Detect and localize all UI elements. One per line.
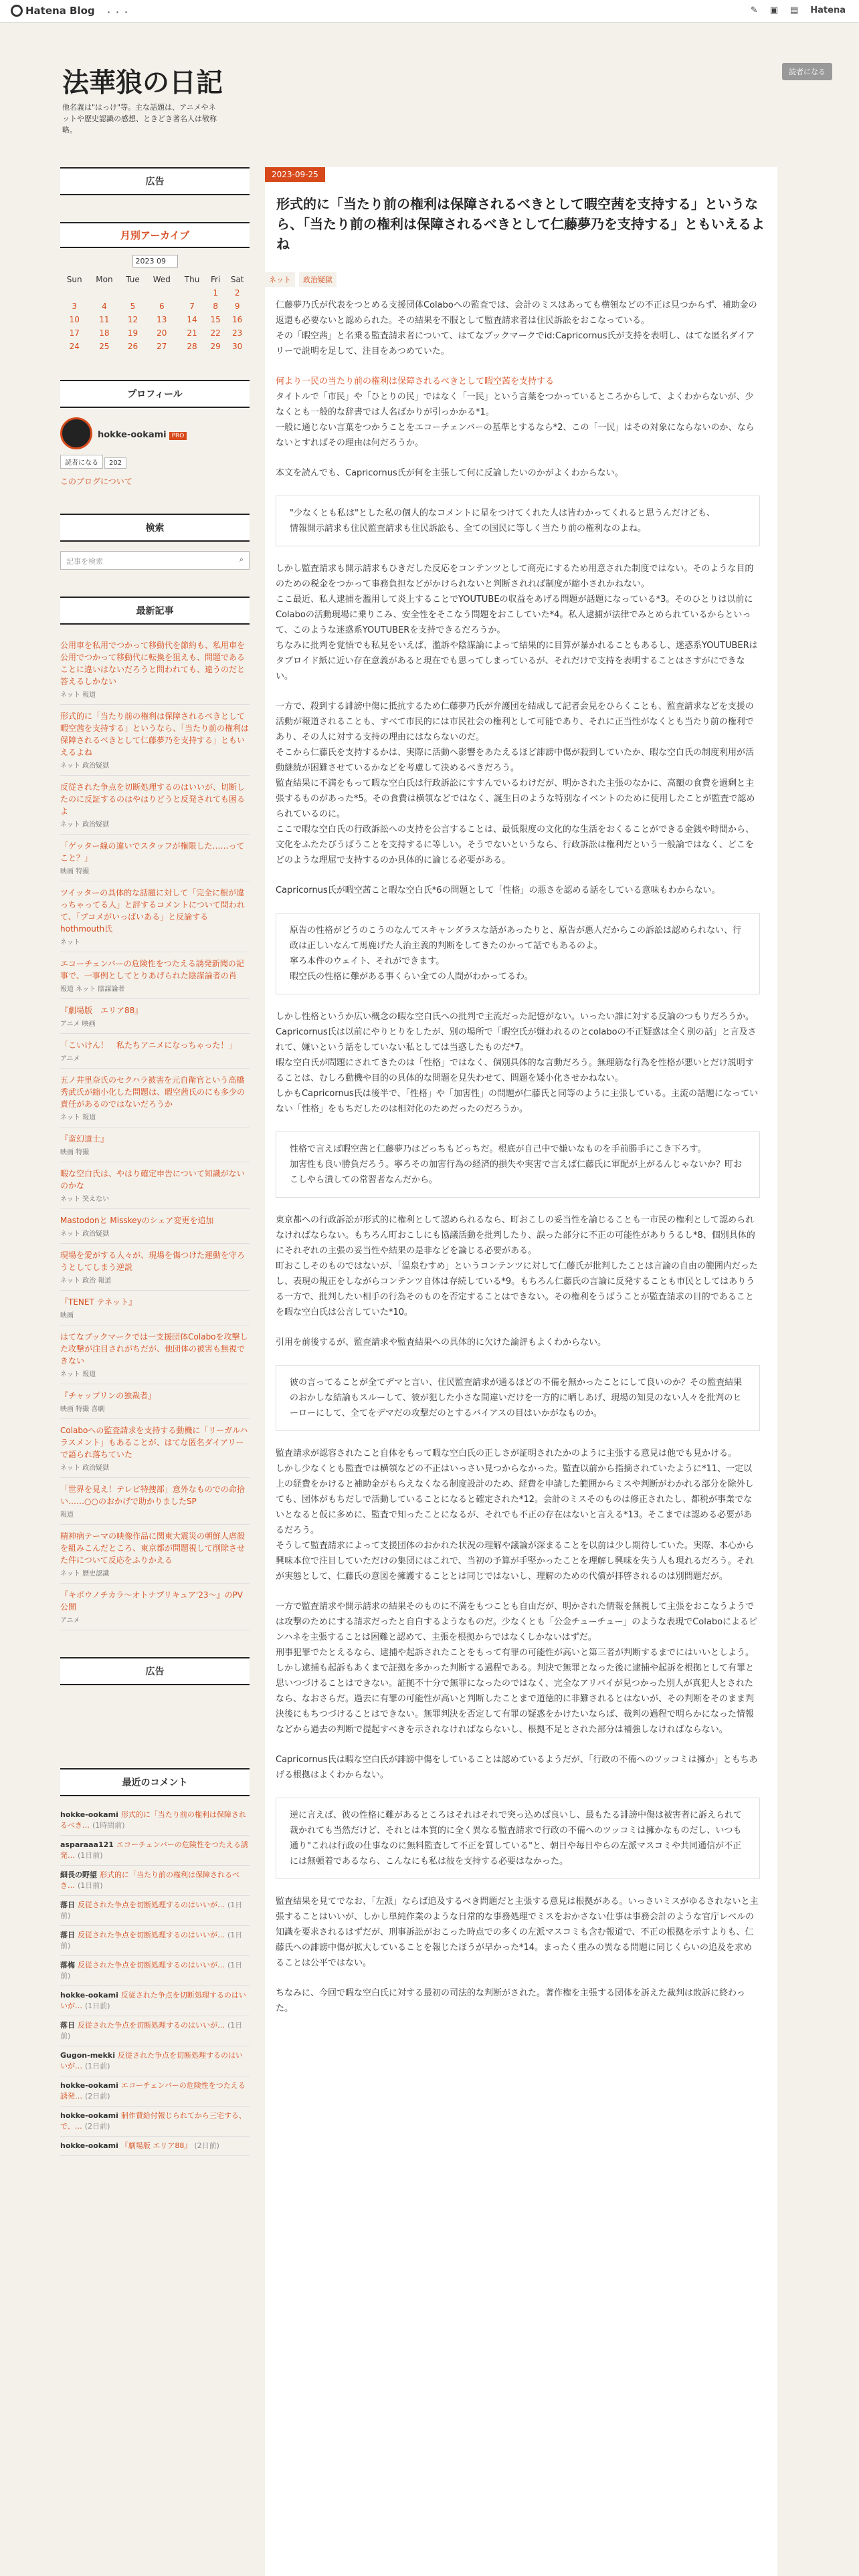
article-paragraph: しかし性格というか広い概念の暇な空白氏への批判で主流だった記憶がない。いったい誰に対する反論のつもりだろうか。 Capricornus氏は以前にやりとりをしたが、別の場所で「暇空氏が嫌われるのとcolaboの不正疑惑は全く別の話」と言及されて、嫌いという話をしていない私としては当惑したものだ*7。 暇な空白氏が問題にされてきたのは「性格」ではなく、個別具体的な言動だろう。無理筋な行為を性格が悪いとだけ説明することは、むしろ動機や目的の具体的な問題を見失わせて、問題を矮小化させかねない。 しかもCapricornus氏は後半で、「性格」や「加害性」の問題が仁藤氏と同等のように主張している。主流の話題になっていない「性格」をもちだしたのは相対化のためだったのだろうか。 <box>276 1012 758 1114</box>
article-categories <box>265 272 337 287</box>
comments-heading: 最近のコメント <box>60 1768 250 1796</box>
list-item <box>60 952 250 999</box>
recent-entry-category: アニメ <box>60 1055 80 1063</box>
global-menu[interactable]: ・・・ <box>104 8 131 18</box>
calendar-day[interactable]: 28 <box>187 342 197 351</box>
recent-entry-category: アニメ <box>60 1617 80 1624</box>
comment-item <box>60 2107 250 2137</box>
comment-item <box>60 1806 250 1836</box>
recent-entry-link[interactable]: 現場を愛がする人々が、現場を傷つけた運動を守ろうとしてしまう逆説 <box>60 1251 246 1272</box>
calendar-day[interactable]: 4 <box>102 302 107 311</box>
list-item <box>60 999 250 1034</box>
calendar-weekday: Thu <box>184 275 200 284</box>
list-item <box>60 1584 250 1630</box>
subscribe-button[interactable]: 読者になる <box>782 63 832 80</box>
article-paragraph: 一方で、殺到する誹謗中傷に抵抗するため仁藤夢乃氏が弁護団を結成して記者会見をひらくことも、監査請求などを支援の活動が報道されることも、すべて市民的には市民社会の権利として可能であり、それに正当性がなくとも当たり前の権利であり、その人に対する支持の理由にはならないのだ。 そこから仁藤氏を支持するかは、実際に活動へ影響をあたえるほど誹謗中傷が殺到していたか、暇な空白氏の制度利用が活動継続が困難させているかなどを考慮して決めるべきだろう。 監査結果に不満をもって暇な空白氏は行政訴訟にすすんでいるわけだが、明かされた主張のなかに、高額の食費を過剰と主張するものがあった*5。その食費は横領などではなく、誕生日のような特別なイベントのために使用したことが監査で認められているのに。 ここで暇な空白氏の行政訴訟への支持を公言することは、最低限度の文化的な生活をおくることができる金銭や時間から、文化をふたたびうばうことを支持するに等しい。そうでないというなら、行政訴訟は権利だという一般論ではなく、どこをどのような理屈で支持するのか具体的に論じる必要がある。 <box>276 702 755 865</box>
calendar-day[interactable]: 23 <box>232 328 243 338</box>
calendar-day[interactable]: 27 <box>157 342 167 351</box>
comment-item <box>60 1836 250 1866</box>
search-input[interactable]: 記事を検索 ⌕ <box>60 551 250 570</box>
list-item <box>60 1034 250 1069</box>
calendar-day[interactable]: 19 <box>127 328 138 338</box>
comment-user[interactable]: 落日 <box>60 1931 75 1939</box>
list-item <box>60 1384 250 1419</box>
calendar-day[interactable]: 12 <box>127 315 138 324</box>
edit-icon[interactable]: ✎ <box>750 5 758 15</box>
comment-date: (1日前) <box>60 1931 243 1950</box>
list-item <box>60 881 250 952</box>
comment-date: (2日前) <box>194 2141 219 2150</box>
article-paragraph: Capricornus氏が暇空茜こと暇な空白氏*6の問題として「性格」の悪さを認める話をしている意味もわからない。 <box>276 885 721 895</box>
avatar[interactable] <box>60 417 92 449</box>
calendar-day[interactable] <box>60 286 88 300</box>
recent-entry-category: 映画 <box>60 1312 74 1319</box>
recent-entry-category: 映画 特撮 <box>60 868 90 875</box>
article-body <box>265 298 760 2031</box>
calendar-day[interactable]: 21 <box>187 328 197 338</box>
list-item <box>60 1069 250 1128</box>
list-item <box>60 1162 250 1209</box>
category-tag[interactable]: ネット <box>265 272 295 287</box>
calendar-day[interactable]: 6 <box>159 302 165 311</box>
comment-item <box>60 2046 250 2076</box>
list-item <box>60 776 250 835</box>
comment-item <box>60 1956 250 1986</box>
blog-description: 他名義は"はっけ"等。主な話題は、アニメやネットや歴史認識の感想、ときどき著名人は敬称略。 <box>62 103 217 134</box>
comment-date: (1日前) <box>78 1851 103 1860</box>
archive-module <box>60 222 250 353</box>
recent-entry-category: ネット 政治 報道 <box>60 1277 112 1285</box>
calendar-day[interactable]: 5 <box>130 302 136 311</box>
calendar-day[interactable]: 26 <box>127 342 138 351</box>
comment-user[interactable]: 落梅 <box>60 1961 75 1969</box>
calendar-day[interactable]: 17 <box>69 328 80 338</box>
recent-entry-link[interactable]: 「ゲッター線の違いでスタッフが権限した……ってこと？」 <box>60 841 245 863</box>
blog-header <box>0 23 859 138</box>
comment-date: (1時間前) <box>92 1821 125 1830</box>
notification-icon[interactable]: ▤ <box>789 5 799 15</box>
comment-user[interactable]: hokke-ookami <box>60 1991 118 2000</box>
profile-heading: プロフィール <box>60 380 250 408</box>
calendar-weekday: Tue <box>126 275 140 284</box>
pro-badge: PRO <box>169 432 187 440</box>
recent-entry-link[interactable]: ツイッターの具体的な話題に対して「完全に根が違っちゃってる人」と評するコメントについて問われて、「ブコメがいっぱいある」と反論するhothmouth氏 <box>60 888 245 934</box>
calendar-day[interactable]: 8 <box>213 302 218 311</box>
list-item <box>60 1244 250 1291</box>
calendar-day[interactable]: 22 <box>210 328 221 338</box>
calendar-day[interactable] <box>178 286 206 300</box>
recent-entry-link[interactable]: 『蛮幻道士』 <box>60 1134 109 1144</box>
recent-entry-category: ネット 政治疑獄 <box>60 762 110 770</box>
comment-entry-link[interactable]: エコーチェンバーの危険性をつたえる誘発… <box>60 2081 246 2101</box>
comment-date: (1日前) <box>60 2021 243 2040</box>
article-quote: 彼の言ってることが全てデマと言い、住民監査請求が通るほどの不備を無かったことにして良いのか？その監査結果のおかしな結論もスルーして、彼が犯した小さな間違いだけを一方的に晒しあげ、現場の知見のない人々を批判のヒーローにして、全てをデマだの攻撃だのとするバイアスの目はいかがなものか。 <box>276 1365 760 1431</box>
article-paragraph: 監査請求が認容されたこと自体をもって暇な空白氏の正しさが証明されたかのように主張する意見は他でも見かける。 しかし少なくとも監査では横領などの不正はいっさい見つからなかった。監査以前から指摘されていたように*11、一定以上の経費をかけると補助金がもらえなくなる制度設計のため、経費を申請した範囲からミスや判断がわかれる部分を除外しても、団体がもちだしで活動していることになると確定された*12。会計のミスそのものは修正されたし、都税が事業でないとなると仮に多めに、監査で知ったことになるが、それでも不正の存在はないと言える*13。そこまでは認める必要があるだろう。 そうして監査請求によって支援団体のおかれた状況の理解や議論が深まることを以前は少し期待していた。実際、本心から興味本位で注目していただけの集団にはこれで、当初の予算が手堅かったことを理解し興味を失う人も現れるだろう。それが実態として、仁藤氏の意図を擁護することとは同じではないし、理解のための代償が拝啓されるのは別問題だが。 <box>276 1448 755 1582</box>
comment-entry-link[interactable]: 反従された争点を切断処理するのはいいが… <box>60 2051 244 2070</box>
recent-entry-category: ネット 政治疑獄 <box>60 821 110 829</box>
recent-entry-link[interactable]: 『劇場版 エリア88』 <box>60 1006 143 1015</box>
calendar-day[interactable]: 2 <box>234 288 240 298</box>
recent-entry-link[interactable]: 精神病テーマの映像作品に関東大震災の朝鮮人虐殺を組みこんだところ、東京都が問題視して削除させた件について反応をふりかえる <box>60 1531 246 1565</box>
article-paragraph: タイトルで「市民」や「ひとりの民」ではなく「一民」という言葉をつかっているところからして、よくわからないが、少なくとも一般的な辞書では人名ばかりが引っかかる*1。 一般に通じない言葉をつかうことをエコーチェンバーの基準とするなら*2、この「一民」はその対象にならないのか、ならないとすればその理由は何だろうか。 <box>276 392 755 448</box>
calendar-day[interactable]: 30 <box>232 342 243 351</box>
ad-module <box>60 167 250 195</box>
calendar-day[interactable] <box>146 286 179 300</box>
comment-entry-link[interactable]: 制作費給付報じられてから三宅する、で、… <box>60 2111 246 2131</box>
recent-entry-link[interactable]: 反従された争点を切断処理するのはいいが、切断したのに反証するのはやはりどうと反発されても困るよ <box>60 782 246 816</box>
article <box>265 167 777 2576</box>
comment-entry-link[interactable]: 形式的に「当たり前の権利は保障されるべき… <box>60 1810 246 1830</box>
list-item <box>60 1478 250 1525</box>
calendar-day[interactable]: 25 <box>99 342 110 351</box>
article-paragraph: ちなみに、今回で暇な空白氏に対する最初の司法的な判断がされた。著作権を主張する団体を訴えた裁判は敗訴に終わった。 <box>276 1988 745 2014</box>
recent-entry-link[interactable]: 形式的に「当たり前の権利は保障されるべきとして暇空茜を支持する」というなら、「当たり前の権利は保障されるべきとして仁藤夢乃を支持する」ともいえるよね <box>60 712 250 757</box>
list-item <box>60 1419 250 1478</box>
ad-module-2 <box>60 1657 250 1741</box>
comment-entry-link[interactable]: 『劇場版 エリア88』 <box>120 2141 192 2150</box>
comment-user[interactable]: Gugon-mekki <box>60 2051 116 2060</box>
bookmark-icon[interactable]: ▣ <box>769 5 778 15</box>
recent-entry-link[interactable]: 『チャップリンの独裁者』 <box>60 1391 157 1400</box>
recent-entry-category: ネット 政治疑獄 <box>60 1230 110 1238</box>
sidebar <box>60 167 250 2183</box>
recent-entry-category: ネット 歴史認識 <box>60 1570 110 1578</box>
comment-date: (1日前) <box>60 1901 243 1920</box>
profile-module <box>60 380 250 487</box>
recent-entry-link[interactable]: Mastodonと Misskeyのシェア変更を追加 <box>60 1216 214 1225</box>
calendar-day[interactable]: 13 <box>157 315 167 324</box>
archive-calendar <box>60 273 250 353</box>
recent-entry-link[interactable]: 『キボウノチカラ〜オトナプリキュア'23〜』のPV公開 <box>60 1590 243 1612</box>
recent-entry-link[interactable]: Colaboへの監査請求を支持する動機に「リーガルハラスメント」もあることが、はてな匿名ダイアリーで語られ落ちていた <box>60 1426 248 1459</box>
profile-name[interactable]: hokke-ookami <box>98 429 167 440</box>
recent-entry-category: ネット 報道 <box>60 1114 96 1121</box>
comment-entry-link[interactable]: 反従された争点を切断処理するのはいいが… <box>78 1901 225 1909</box>
article-quote: "少なくとも私は"とした私の個人的なコメントに星をつけてくれた人は皆わかってくれると思うんだけども、 情報開示請求も住民監査請求も住民訴訟も、全ての国民に等しく当たり前の権利なのよね。 <box>276 496 760 546</box>
article-quote: 性格で言えば暇空茜と仁藤夢乃はどっちもどっちだ。根底が自己中で嫌いなものを手前勝手にこき下ろす。 加害性も良い勝負だろう。寧ろその加害行為の経済的損失や実害で言えば仁藤氏に軍配が上がるんじゃないか？町おこしやら潰しての常習者なんだから。 <box>276 1132 760 1198</box>
article-paragraph: 監査結果を見てでなお、「左派」ならば追及するべき問題だと主張する意見は根拠がある。いっさいミスがゆるされないと主張することはいいが、しかし単純作業のような日常的な事務処理でミスをおかさない仕事は事務会計のような官庁レベルの知識を要求されるはずだが、刑事訴訟がおこった時点での多くの左派マスコミも含む報道で、不正の根拠を示すよりも、仁藤氏への誹謗中傷が拡大していることを報じたほうが早かった*14。まったく重みの異なる問題に同じくらいの追及を求めることは公平ではない。 <box>276 1897 759 1968</box>
calendar-day[interactable]: 15 <box>210 315 221 324</box>
list-item <box>60 1209 250 1244</box>
comment-entry-link[interactable]: エコーチェンバーの危険性をつたえる誘発… <box>60 1840 248 1860</box>
calendar-weekday: Wed <box>153 275 171 284</box>
article-title[interactable]: 形式的に「当たり前の権利は保障されるべきとして暇空茜を支持する」というなら、「当たり前の権利は保障されるべきとして仁藤夢乃を支持する」ともいえるよね <box>276 196 765 252</box>
archive-heading: 月別アーカイブ <box>60 222 250 248</box>
comment-date: (1日前) <box>85 2002 110 2010</box>
calendar-day[interactable]: 14 <box>187 315 197 324</box>
comment-entry-link[interactable]: 反従された争点を切断処理するのはいいが… <box>60 1991 246 2010</box>
comment-item <box>60 2137 250 2156</box>
calendar-day[interactable]: 18 <box>99 328 110 338</box>
calendar-weekday: Sun <box>66 275 82 284</box>
search-heading: 検索 <box>60 514 250 542</box>
list-item <box>60 1325 250 1384</box>
list-item <box>60 1128 250 1162</box>
comment-item <box>60 2076 250 2107</box>
quoted-title[interactable]: 何より一民の当たり前の権利は保障されるべきとして暇空茜を支持する <box>276 377 555 387</box>
article-paragraph: Capricornus氏は暇な空白氏が誹謗中傷をしていることは認めているようだが、「行政の不備へのツッコミは擁か」ともちあげる根拠はよくわからない。 <box>276 1755 758 1780</box>
recent-entry-category: ネット <box>60 939 80 946</box>
comment-item <box>60 2016 250 2046</box>
recent-entry-link[interactable]: 『TENET テネット』 <box>60 1297 137 1307</box>
article-paragraph: しかし監査請求も開示請求もひきだした反応をコンテンツとして商売にするため用意された制度ではない。そのような目的のための税金をつかって事務負担などがかけられないと判断されれば制度が縮小されかねない。 ここ最近、私人逮捕を濫用して炎上することでYOUTUBEの収益をあげる問題が話題になっている*3。そのひとりは以前にColaboの活動現場に乗りこみ、安全性をそこなう問題をおこしていた*4。私人逮捕が法律でみとめられているからといって、このような迷惑系YOUTUBERを支持できるだろうか。 ちなみに批判を覚悟でも私見をいえば、濫訴や陰謀論によって結果的に目算が暴かれることもあるし、迷惑系YOUTUBERはタブロイド紙に近い存在意義があると現在でも思ってしまっているが、それだけで支持を表明することはさすがにできない。 <box>276 564 758 681</box>
comment-item <box>60 1896 250 1926</box>
calendar-day[interactable]: 7 <box>189 302 195 311</box>
ad-heading-2: 広告 <box>60 1657 250 1685</box>
category-tag[interactable]: 政治疑獄 <box>299 272 337 287</box>
list-item <box>60 634 250 705</box>
comment-user[interactable]: hokke-ookami <box>60 1810 118 1819</box>
list-item <box>60 835 250 881</box>
search-icon[interactable]: ⌕ <box>239 555 244 564</box>
comment-entry-link[interactable]: 反従された争点を切断処理するのはいいが… <box>78 1931 225 1939</box>
calendar-day[interactable]: 29 <box>210 342 221 351</box>
calendar-day[interactable]: 10 <box>69 315 80 324</box>
subscribe-small-button[interactable]: 読者になる <box>60 455 103 469</box>
comment-date: (1日前) <box>78 1881 103 1890</box>
article-paragraph: 仁藤夢乃氏が代表をつとめる支援団体Colaboへの監査では、会計のミスはあっても横領などの不正は見つからず、補助金の返還も必要ないと認められた。その結果を不服として監査請求者は住民訴訟をおこなっている。 その「暇空茜」と名乗る監査請求者について、はてなブックマークでid:Capricornus氏が支持を表明し、はてな匿名ダイアリーで説明を足して、注目をあつめていた。 <box>276 300 757 356</box>
recent-entry-category: 報道 ネット 陰謀論者 <box>60 986 125 993</box>
hatena-logo[interactable]: Hatena <box>810 5 846 15</box>
list-item <box>60 705 250 776</box>
recent-entry-link[interactable]: 五ノ井里奈氏のセクハラ被害を元自衛官という高橋秀武氏が縮小化した問題は、暇空茜氏のにも多少の責任があるのではないだろうか <box>60 1075 246 1109</box>
recent-entry-link[interactable]: はてなブックマークでは一支援団体Colaboを攻撃した攻撃が注目されがちだが、他団体の被害も無視できない <box>60 1332 248 1366</box>
comment-entry-link[interactable]: 反従された争点を切断処理するのはいいが… <box>78 1961 225 1969</box>
recent-module <box>60 597 250 1630</box>
article-quote: 逆に言えば、彼の性格に難があるところはそれはそれで突っ込めば良いし、最もたる誹謗中傷は被害者に訴えられて裁かれても当然だけど、それとは本質的に全く異なる監査請求で行政の不備へのツッコミは擁かなものだし、いつも通り"これは行政の仕事なのに無料監査して不正を質している"と、朝日や毎日やらの左派マスコミや共同通信が不正には無頓着であるなら、こんなにも私は彼を支持する必要はなかった。 <box>276 1798 760 1879</box>
list-item <box>60 1291 250 1325</box>
recent-entry-category: 映画 特撮 喜劇 <box>60 1406 105 1413</box>
calendar-day[interactable]: 1 <box>213 288 218 298</box>
search-module <box>60 514 250 570</box>
calendar-weekday: Mon <box>96 275 113 284</box>
comment-user[interactable]: hokke-ookami <box>60 2111 118 2120</box>
article-date[interactable]: 2023-09-25 <box>265 167 325 182</box>
recent-entry-category: 映画 特撮 <box>60 1149 90 1156</box>
article-paragraph: 本文を読んでも、Capricornus氏が何を主張して何に反論したいのかがよくわからない。 <box>276 468 624 478</box>
ad-heading: 広告 <box>60 167 250 195</box>
comment-item <box>60 1926 250 1956</box>
article-paragraph: 引用を前後するが、監査請求や監査結果への具体的に欠けた論評もよくわからない。 <box>276 1337 607 1348</box>
recent-entry-category: アニメ 映画 <box>60 1021 96 1028</box>
article-quote: 原告の性格がどうのこうのなんてスキャンダラスな話があったりと、原告が悪人だからこの訴訟は認められない、行政は正しいなんて馬鹿げた人治主義的判断をしてきたのかって話でもあるのよ。 寧ろ本件のウェイト、それができます。 暇空氏の性格に難がある事くらい全ての人間がわかってるわ。 <box>276 913 760 994</box>
comment-date: (1日前) <box>85 2062 110 2070</box>
comment-date: (1日前) <box>60 1961 243 1980</box>
comment-user[interactable]: hokke-ookami <box>60 2081 118 2090</box>
comments-module <box>60 1768 250 2156</box>
hatena-blog-logo[interactable]: Hatena Blog <box>11 5 95 17</box>
comment-user[interactable]: 細長の野望 <box>60 1870 97 1879</box>
calendar-day[interactable]: 3 <box>72 302 78 311</box>
recent-entry-link[interactable]: エコーチェンバーの危険性をつたえる誘発新聞の記事で、一事例としてとりあげられた陰謀論者の肖 <box>60 959 244 980</box>
calendar-day[interactable] <box>120 286 145 300</box>
recent-entry-link[interactable]: 「世界を見え！テレビ特捜部」意外なものでの命拾い……○○のおかげで助かりましたSP <box>60 1485 245 1506</box>
article-paragraph: 一方で監査請求や開示請求の結果そのものに不満をもつことも自由だが、明かされた情報を無視して主張をおこなうようでは攻撃のためにする請求だったと自白するようなものだ。少なくとも「公金チューチュー」のような表現でColaboによるピンハネを主張することは困難と認めて、主張を根拠からではなくしかないはずだ。 刑事犯罪でたとえるなら、逮捕や起訴されたことをもって有罪の可能性が高いと第三者が判断するまでにはいいとしよう。しかし逮捕も起訴もあくまで証拠を多かった判断する過程である。判決で無罪となった後に逮捕や起訴を根拠として有罪と思いつづけることはできない。証拠不十分で無罪になったのではなく、完全なアリバイが見つかった別人が真犯人とされたなら、なおさらだ。過去に有罪の可能性が高いと判断したことまで道徳的に非難されるとはないが、その判断をそのまま判決後にもちつづけることはできない。無罪判決を否定して有罪の疑惑をかけたいならば、裁判の過程で明らかになった情報などから過去の判断で提起すべきを示されなければならないし、根拠不足とされた部分は補強しなければならない。 <box>276 1602 758 1735</box>
comment-date: (2日前) <box>84 2122 110 2131</box>
calendar-day[interactable]: 11 <box>99 315 110 324</box>
comment-entry-link[interactable]: 反従された争点を切断処理するのはいいが… <box>78 2021 225 2030</box>
comment-user[interactable]: 落日 <box>60 1901 75 1909</box>
comment-item <box>60 1866 250 1896</box>
about-link[interactable]: このブログについて <box>60 477 132 486</box>
global-header <box>0 0 859 23</box>
recent-entry-category: ネット 報道 <box>60 691 96 699</box>
recent-heading: 最新記事 <box>60 597 250 625</box>
calendar-day[interactable]: 9 <box>234 302 240 311</box>
article-paragraph: 東京都への行政訴訟が形式的に権利として認められるなら、町おこしの妥当性を論じることも一市民の権利として認められなければならない。もちろん町おこしにも協議活動を批判したり、誤った部分に不正の可能性がありうるし*8、個別具体的にそれぞれの主張の妥当性や結果の是非などを論じる必要がある。 町おこしそのものではないが、「温泉むすめ」というコンテンツに対して仁藤氏が批判したことは言論の自由の範囲内だったし、表現の規正をしながらコンテンツ自体は存続している*9。もちろん仁藤氏の言論に反発することも市民としてはありうる一方で、批判したい相手の行為そのものを否定することはできない。その権利をうばうことが監査請求の目的であることを暇な空白氏は公言していた*10。 <box>276 1215 758 1317</box>
calendar-day[interactable]: 20 <box>157 328 167 338</box>
recent-entry-category: ネット 笑えない <box>60 1196 110 1203</box>
recent-entry-link[interactable]: 「こいけん！ 私たちアニメになっちゃった！」 <box>60 1041 237 1050</box>
comment-user[interactable]: hokke-ookami <box>60 2141 118 2150</box>
recent-entry-category: 報道 <box>60 1511 74 1519</box>
subscriber-count[interactable]: 202 <box>104 457 126 469</box>
calendar-weekday: Fri <box>211 275 221 284</box>
comment-user[interactable]: asparaaa121 <box>60 1840 114 1849</box>
blog-title[interactable]: 法華狼の日記 <box>62 67 223 98</box>
recent-entry-category: ネット 政治疑獄 <box>60 1465 110 1472</box>
comment-entry-link[interactable]: 形式的に「当たり前の権利は保障されるべき… <box>60 1870 240 1890</box>
calendar-day[interactable]: 16 <box>232 315 243 324</box>
recent-entry-category: ネット 報道 <box>60 1371 96 1378</box>
comment-user[interactable]: 落日 <box>60 2021 75 2030</box>
calendar-weekday: Sat <box>230 275 244 284</box>
comment-date: (2日前) <box>85 2092 110 2101</box>
calendar-day[interactable]: 24 <box>69 342 80 351</box>
list-item <box>60 1525 250 1584</box>
calendar-day[interactable] <box>88 286 120 300</box>
archive-month-select[interactable]: 2023 09 <box>132 255 178 267</box>
comment-item <box>60 1986 250 2016</box>
recent-entry-link[interactable]: 公用車を私用でつかって移動代を節約も、私用車を公用でつかって移動代に転換を狙えも、問題であることに違いはないだろうと問われても、違うのだと答えるしかない <box>60 641 246 686</box>
recent-entry-link[interactable]: 暇な空白氏は、やはり確定申告について知識がないのかな <box>60 1169 245 1190</box>
